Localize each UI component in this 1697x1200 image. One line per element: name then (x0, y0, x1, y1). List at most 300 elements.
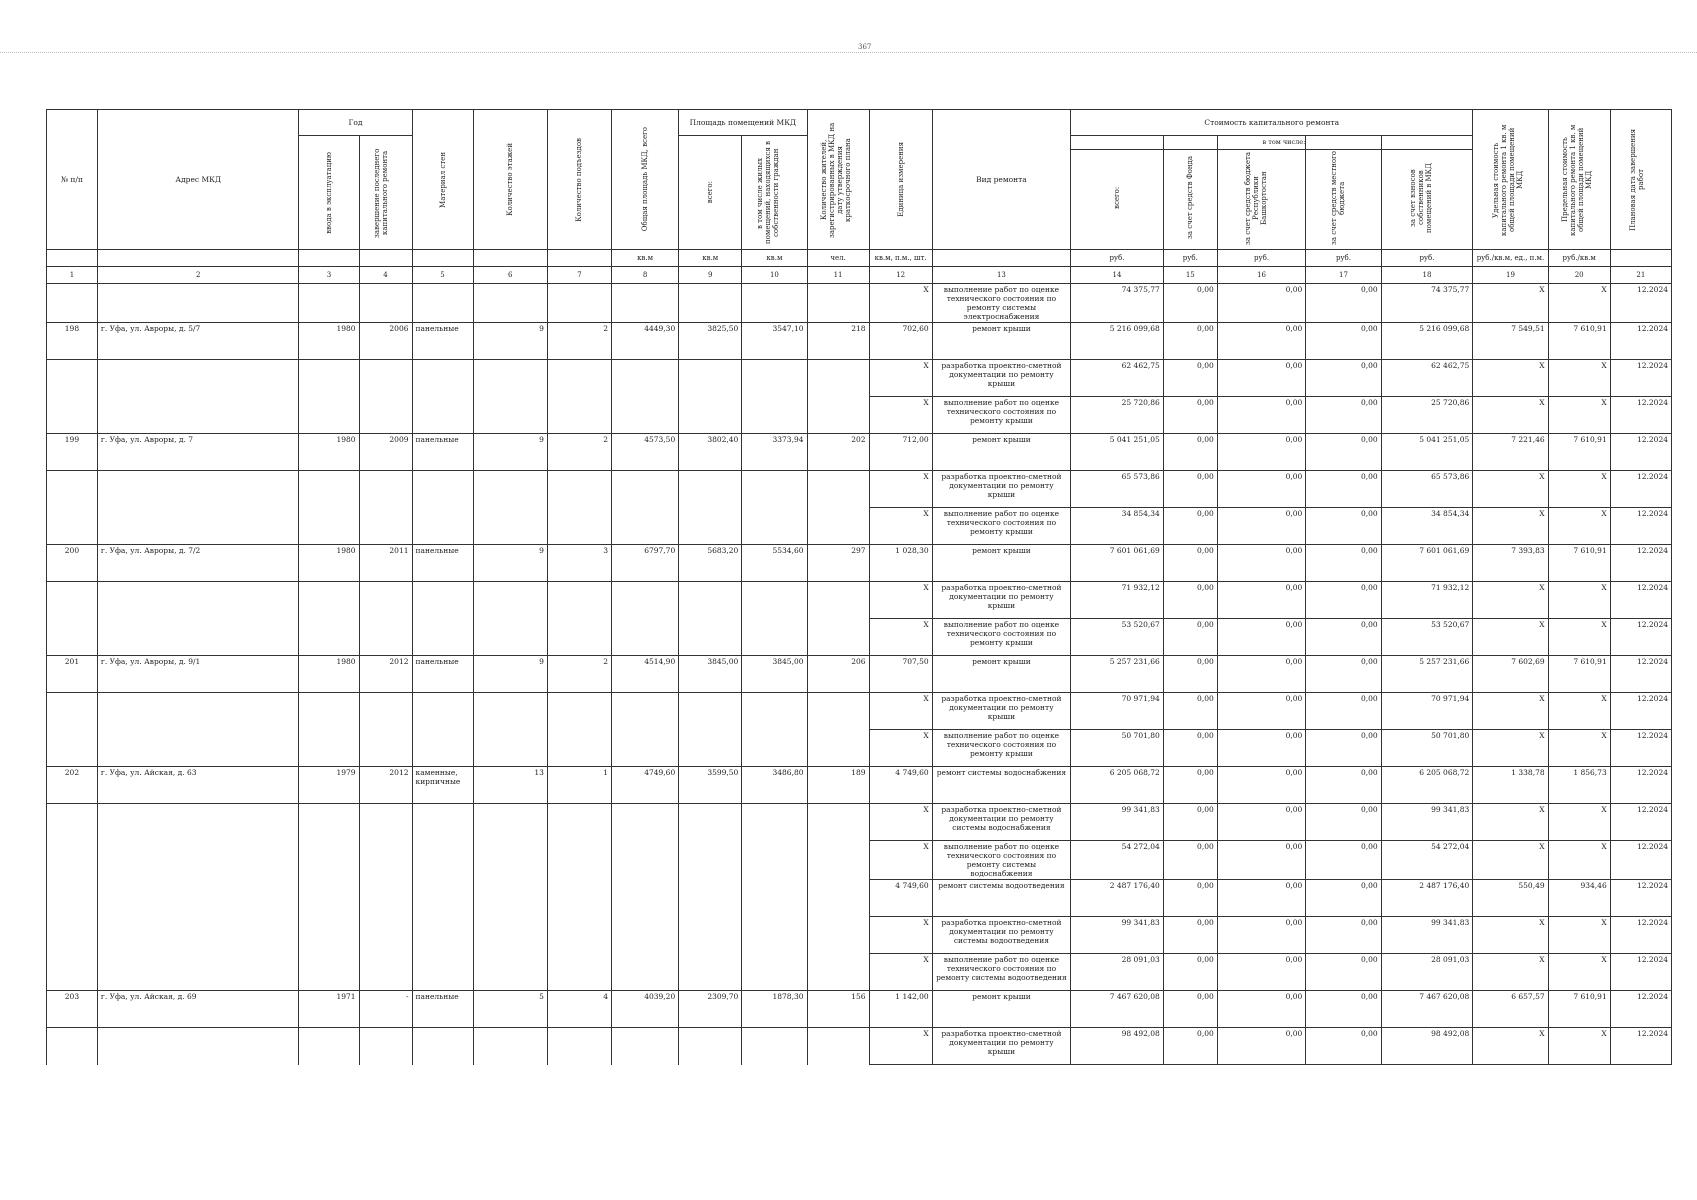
cell-limit: X (1548, 693, 1610, 730)
cell-date: 12.2024 (1610, 471, 1671, 508)
cell-no (47, 954, 98, 991)
cell-y1: 1979 (299, 767, 359, 804)
cell-address: г. Уфа, ул. Авроры, д. 5/7 (97, 323, 299, 360)
cell-fund: 0,00 (1163, 767, 1217, 804)
cell-area: 4573,50 (612, 434, 679, 471)
cell-y1: 1980 (299, 545, 359, 582)
cell-rb: 0,00 (1217, 284, 1306, 323)
cell-local: 0,00 (1306, 656, 1381, 693)
table-row (47, 767, 1672, 804)
cell-owners: 71 932,12 (1381, 582, 1473, 619)
cell-fund: 0,00 (1163, 434, 1217, 471)
cell-specific: 6 657,57 (1473, 991, 1548, 1028)
cell-work: ремонт крыши (932, 545, 1070, 582)
cell-work: разработка проектно-сметной документации по ремонту крыши (932, 582, 1070, 619)
cell-date: 12.2024 (1610, 730, 1671, 767)
cell-residents (807, 880, 869, 917)
cell-wall (412, 471, 473, 508)
unit-residents: чел. (807, 250, 869, 267)
cell-total: 5 216 099,68 (1071, 323, 1164, 360)
cell-limit: X (1548, 471, 1610, 508)
cell-work: выполнение работ по оценке технического состояния по ремонту крыши (932, 397, 1070, 434)
cell-y1: 1971 (299, 991, 359, 1028)
cell-fund: 0,00 (1163, 880, 1217, 917)
cell-p-res (742, 880, 807, 917)
cell-ent: 2 (547, 656, 611, 693)
cell-y2: 2012 (359, 767, 412, 804)
cell-fund: 0,00 (1163, 508, 1217, 545)
cell-unit: X (869, 841, 932, 880)
cell-y2 (359, 619, 412, 656)
cell-rb: 0,00 (1217, 1028, 1306, 1065)
cell-wall (412, 360, 473, 397)
cell-limit: 7 610,91 (1548, 545, 1610, 582)
header-floors: Количество этажей (473, 110, 547, 250)
cell-fund: 0,00 (1163, 619, 1217, 656)
cell-rb: 0,00 (1217, 954, 1306, 991)
cell-specific: 7 602,69 (1473, 656, 1548, 693)
cell-owners: 98 492,08 (1381, 1028, 1473, 1065)
header-year-last-repair: завершение последнего капитального ремонта (359, 136, 412, 250)
cell-no (47, 619, 98, 656)
cell-residents (807, 360, 869, 397)
cell-residents: 297 (807, 545, 869, 582)
cell-date: 12.2024 (1610, 991, 1671, 1028)
cell-date: 12.2024 (1610, 804, 1671, 841)
column-number: 3 (299, 267, 359, 284)
cell-unit: X (869, 471, 932, 508)
cell-area: 4449,30 (612, 323, 679, 360)
cell-limit: 7 610,91 (1548, 656, 1610, 693)
cell-date: 12.2024 (1610, 917, 1671, 954)
cell-fund: 0,00 (1163, 284, 1217, 323)
cell-floors (473, 397, 547, 434)
cell-rb: 0,00 (1217, 545, 1306, 582)
cell-residents: 189 (807, 767, 869, 804)
cell-area (612, 508, 679, 545)
cell-limit: X (1548, 1028, 1610, 1065)
cell-p-res (742, 693, 807, 730)
cell-residents (807, 954, 869, 991)
cell-p-res: 3373,94 (742, 434, 807, 471)
cell-p-res: 3486,80 (742, 767, 807, 804)
cell-total: 50 701,80 (1071, 730, 1164, 767)
cell-work: выполнение работ по оценке технического состояния по ремонту системы водоснабжения (932, 841, 1070, 880)
cell-ent (547, 693, 611, 730)
cell-y2 (359, 954, 412, 991)
cell-address (97, 1028, 299, 1065)
header-cost-budget-rb: за счет средств бюджета Республики Башкортостан (1243, 151, 1268, 245)
cell-date: 12.2024 (1610, 693, 1671, 730)
cell-total: 2 487 176,40 (1071, 880, 1164, 917)
cell-p-total: 3802,40 (679, 434, 742, 471)
cell-specific: X (1473, 508, 1548, 545)
cell-ent (547, 804, 611, 841)
cell-wall (412, 619, 473, 656)
cell-no: 201 (47, 656, 98, 693)
cell-area (612, 880, 679, 917)
cell-p-total (679, 880, 742, 917)
cell-fund: 0,00 (1163, 360, 1217, 397)
cell-wall (412, 284, 473, 323)
table-body (47, 284, 1672, 1065)
cell-fund: 0,00 (1163, 991, 1217, 1028)
cell-p-total: 3599,50 (679, 767, 742, 804)
cell-p-res (742, 917, 807, 954)
cell-y1 (299, 284, 359, 323)
cell-owners: 53 520,67 (1381, 619, 1473, 656)
cell-y1: 1980 (299, 656, 359, 693)
unit-limit-cost: руб./кв.м (1548, 250, 1610, 267)
cell-floors (473, 360, 547, 397)
cell-wall: панельные (412, 434, 473, 471)
column-number: 12 (869, 267, 932, 284)
column-number: 17 (1306, 267, 1381, 284)
cell-owners: 70 971,94 (1381, 693, 1473, 730)
cell-y2 (359, 1028, 412, 1065)
column-number: 4 (359, 267, 412, 284)
cell-no: 199 (47, 434, 98, 471)
cell-date: 12.2024 (1610, 397, 1671, 434)
cell-limit: X (1548, 804, 1610, 841)
cell-area (612, 284, 679, 323)
cell-y1 (299, 693, 359, 730)
cell-wall (412, 880, 473, 917)
header-premises-residential: в том числе жилых помещений, находящихся в собственности граждан (742, 136, 807, 250)
column-number: 7 (547, 267, 611, 284)
column-number: 19 (1473, 267, 1548, 284)
cell-address (97, 917, 299, 954)
unit-total-area: кв.м (612, 250, 679, 267)
cell-y1 (299, 360, 359, 397)
cell-ent (547, 397, 611, 434)
page-top-rule (0, 52, 1697, 53)
table-row (47, 471, 1672, 508)
cell-local: 0,00 (1306, 730, 1381, 767)
cell-y2: - (359, 991, 412, 1028)
cell-date: 12.2024 (1610, 767, 1671, 804)
cell-ent: 2 (547, 323, 611, 360)
cell-y2 (359, 471, 412, 508)
cell-p-res (742, 582, 807, 619)
cell-limit: 7 610,91 (1548, 434, 1610, 471)
cell-y2: 2011 (359, 545, 412, 582)
cell-owners: 2 487 176,40 (1381, 880, 1473, 917)
column-number: 11 (807, 267, 869, 284)
cell-wall (412, 693, 473, 730)
cell-limit: 7 610,91 (1548, 991, 1610, 1028)
cell-address (97, 730, 299, 767)
cell-specific: X (1473, 804, 1548, 841)
cell-y1 (299, 471, 359, 508)
cell-y1 (299, 1028, 359, 1065)
cell-work: выполнение работ по оценке технического состояния по ремонту системы электроснабжения (932, 284, 1070, 323)
cell-specific: 7 549,51 (1473, 323, 1548, 360)
cell-unit: X (869, 397, 932, 434)
cell-p-total (679, 582, 742, 619)
cell-date: 12.2024 (1610, 619, 1671, 656)
cell-work: выполнение работ по оценке технического состояния по ремонту крыши (932, 619, 1070, 656)
cell-address (97, 880, 299, 917)
cell-residents (807, 619, 869, 656)
header-cost-budget-local-cell (1306, 136, 1381, 250)
cell-y1 (299, 619, 359, 656)
cell-date: 12.2024 (1610, 841, 1671, 880)
cell-y2 (359, 508, 412, 545)
cell-unit: X (869, 360, 932, 397)
header-cost-fund-cell (1163, 136, 1217, 250)
cell-floors (473, 471, 547, 508)
unit-premises-residential: кв.м (742, 250, 807, 267)
cell-floors (473, 917, 547, 954)
cell-ent (547, 954, 611, 991)
table-row (47, 841, 1672, 880)
cell-rb: 0,00 (1217, 804, 1306, 841)
cell-area: 4039,20 (612, 991, 679, 1028)
cell-total: 25 720,86 (1071, 397, 1164, 434)
cell-ent: 3 (547, 545, 611, 582)
cell-residents: 156 (807, 991, 869, 1028)
table-row (47, 323, 1672, 360)
cell-area: 6797,70 (612, 545, 679, 582)
cell-local: 0,00 (1306, 1028, 1381, 1065)
cell-total: 71 932,12 (1071, 582, 1164, 619)
header-address: Адрес МКД (97, 110, 299, 250)
cell-wall (412, 917, 473, 954)
header-cost-owners-cell (1381, 136, 1473, 250)
cell-owners: 7 467 620,08 (1381, 991, 1473, 1028)
cell-residents (807, 284, 869, 323)
cell-address (97, 397, 299, 434)
cell-local: 0,00 (1306, 917, 1381, 954)
cell-fund: 0,00 (1163, 954, 1217, 991)
cell-y2: 2009 (359, 434, 412, 471)
cell-p-res (742, 284, 807, 323)
cell-no: 198 (47, 323, 98, 360)
cell-floors (473, 954, 547, 991)
cell-residents (807, 693, 869, 730)
cell-work: разработка проектно-сметной документации по ремонту крыши (932, 360, 1070, 397)
cell-ent (547, 1028, 611, 1065)
cell-no: 203 (47, 991, 98, 1028)
table-row (47, 434, 1672, 471)
cell-local: 0,00 (1306, 954, 1381, 991)
cell-p-total (679, 397, 742, 434)
cell-work: ремонт крыши (932, 656, 1070, 693)
cell-wall (412, 1028, 473, 1065)
cell-fund: 0,00 (1163, 656, 1217, 693)
cell-ent: 4 (547, 991, 611, 1028)
cell-rb: 0,00 (1217, 360, 1306, 397)
cell-y1 (299, 880, 359, 917)
cell-work: разработка проектно-сметной документации по ремонту системы водоотведения (932, 917, 1070, 954)
cell-local: 0,00 (1306, 397, 1381, 434)
cell-specific: X (1473, 954, 1548, 991)
cell-wall (412, 730, 473, 767)
column-number: 6 (473, 267, 547, 284)
cell-local: 0,00 (1306, 619, 1381, 656)
cell-unit: 712,00 (869, 434, 932, 471)
column-number-row (47, 267, 1672, 284)
cell-unit: X (869, 954, 932, 991)
cell-y2 (359, 693, 412, 730)
cell-owners: 74 375,77 (1381, 284, 1473, 323)
cell-date: 12.2024 (1610, 284, 1671, 323)
cell-area (612, 917, 679, 954)
cell-rb: 0,00 (1217, 917, 1306, 954)
cell-local: 0,00 (1306, 360, 1381, 397)
cell-no (47, 471, 98, 508)
cell-total: 54 272,04 (1071, 841, 1164, 880)
cell-p-res (742, 954, 807, 991)
cell-address (97, 284, 299, 323)
cell-y1 (299, 730, 359, 767)
cell-specific: X (1473, 397, 1548, 434)
cell-p-total (679, 619, 742, 656)
cell-p-total (679, 804, 742, 841)
cell-work: ремонт системы водоснабжения (932, 767, 1070, 804)
cell-owners: 50 701,80 (1381, 730, 1473, 767)
cell-total: 98 492,08 (1071, 1028, 1164, 1065)
cell-total: 65 573,86 (1071, 471, 1164, 508)
cell-floors (473, 582, 547, 619)
table-row (47, 880, 1672, 917)
cell-ent (547, 360, 611, 397)
table-row (47, 1028, 1672, 1065)
cell-total: 5 257 231,66 (1071, 656, 1164, 693)
header-cost-total: всего: (1112, 186, 1121, 210)
column-number: 18 (1381, 267, 1473, 284)
cell-unit: X (869, 1028, 932, 1065)
cell-unit: 4 749,60 (869, 767, 932, 804)
cell-owners: 99 341,83 (1381, 804, 1473, 841)
cell-owners: 62 462,75 (1381, 360, 1473, 397)
cell-rb: 0,00 (1217, 471, 1306, 508)
cell-unit: X (869, 730, 932, 767)
cell-area: 4514,90 (612, 656, 679, 693)
header-residents: Количество жителей, зарегистрированных в МКД на дату утверждения краткосрочного плана (807, 110, 869, 250)
cell-unit: 1 142,00 (869, 991, 932, 1028)
cell-ent: 2 (547, 434, 611, 471)
cell-no (47, 841, 98, 880)
cell-unit: 4 749,60 (869, 880, 932, 917)
header-cost-including-label: в том числе: (1218, 139, 1306, 150)
cell-residents (807, 397, 869, 434)
cell-local: 0,00 (1306, 508, 1381, 545)
cell-wall: панельные (412, 991, 473, 1028)
cell-address (97, 360, 299, 397)
cell-floors: 13 (473, 767, 547, 804)
cell-specific: 7 393,83 (1473, 545, 1548, 582)
cell-owners: 5 216 099,68 (1381, 323, 1473, 360)
column-number: 14 (1071, 267, 1164, 284)
cell-floors: 5 (473, 991, 547, 1028)
cell-total: 28 091,03 (1071, 954, 1164, 991)
cell-work: ремонт крыши (932, 434, 1070, 471)
cell-p-res (742, 360, 807, 397)
cell-limit: X (1548, 619, 1610, 656)
cell-total: 7 601 061,69 (1071, 545, 1164, 582)
cell-p-total (679, 730, 742, 767)
cell-ent (547, 582, 611, 619)
cell-no (47, 693, 98, 730)
cell-fund: 0,00 (1163, 841, 1217, 880)
cell-floors (473, 841, 547, 880)
cell-specific: X (1473, 582, 1548, 619)
cell-fund: 0,00 (1163, 397, 1217, 434)
column-number: 10 (742, 267, 807, 284)
cell-specific: X (1473, 1028, 1548, 1065)
table-row (47, 284, 1672, 323)
cell-rb: 0,00 (1217, 991, 1306, 1028)
cell-p-res (742, 804, 807, 841)
cell-total: 62 462,75 (1071, 360, 1164, 397)
table-row (47, 730, 1672, 767)
cell-limit: X (1548, 730, 1610, 767)
cell-local: 0,00 (1306, 841, 1381, 880)
cell-specific: X (1473, 360, 1548, 397)
cell-total: 34 854,34 (1071, 508, 1164, 545)
page-number: 367 (858, 43, 872, 51)
cell-address (97, 508, 299, 545)
cell-owners: 34 854,34 (1381, 508, 1473, 545)
cell-floors (473, 619, 547, 656)
cell-area (612, 1028, 679, 1065)
cell-y1 (299, 917, 359, 954)
cell-unit: 1 028,30 (869, 545, 932, 582)
cell-y2: 2012 (359, 656, 412, 693)
cell-fund: 0,00 (1163, 804, 1217, 841)
cell-specific: X (1473, 284, 1548, 323)
cell-p-total (679, 284, 742, 323)
cell-unit: X (869, 508, 932, 545)
cell-y2 (359, 397, 412, 434)
column-number: 16 (1217, 267, 1306, 284)
cell-address: г. Уфа, ул. Авроры, д. 9/1 (97, 656, 299, 693)
cell-area (612, 397, 679, 434)
table-row (47, 804, 1672, 841)
unit-unit: кв.м, п.м., шт. (869, 250, 932, 267)
cell-ent (547, 880, 611, 917)
cell-no (47, 582, 98, 619)
cell-floors (473, 693, 547, 730)
cell-wall: панельные (412, 545, 473, 582)
cell-local: 0,00 (1306, 323, 1381, 360)
cell-residents (807, 471, 869, 508)
table-row (47, 545, 1672, 582)
cell-no (47, 397, 98, 434)
cell-total: 70 971,94 (1071, 693, 1164, 730)
cell-specific: X (1473, 693, 1548, 730)
cell-p-total (679, 954, 742, 991)
cell-wall: панельные (412, 656, 473, 693)
cell-area (612, 954, 679, 991)
unit-cost-budget-rb: руб. (1217, 250, 1306, 267)
cell-no (47, 880, 98, 917)
unit-cost-fund: руб. (1163, 250, 1217, 267)
cell-local: 0,00 (1306, 545, 1381, 582)
cell-local: 0,00 (1306, 767, 1381, 804)
cell-fund: 0,00 (1163, 1028, 1217, 1065)
table-row (47, 991, 1672, 1028)
cell-y1 (299, 397, 359, 434)
cell-owners: 28 091,03 (1381, 954, 1473, 991)
cell-date: 12.2024 (1610, 360, 1671, 397)
cell-no: 202 (47, 767, 98, 804)
cell-y2: 2006 (359, 323, 412, 360)
cell-specific: 550,49 (1473, 880, 1548, 917)
cell-p-total: 5683,20 (679, 545, 742, 582)
